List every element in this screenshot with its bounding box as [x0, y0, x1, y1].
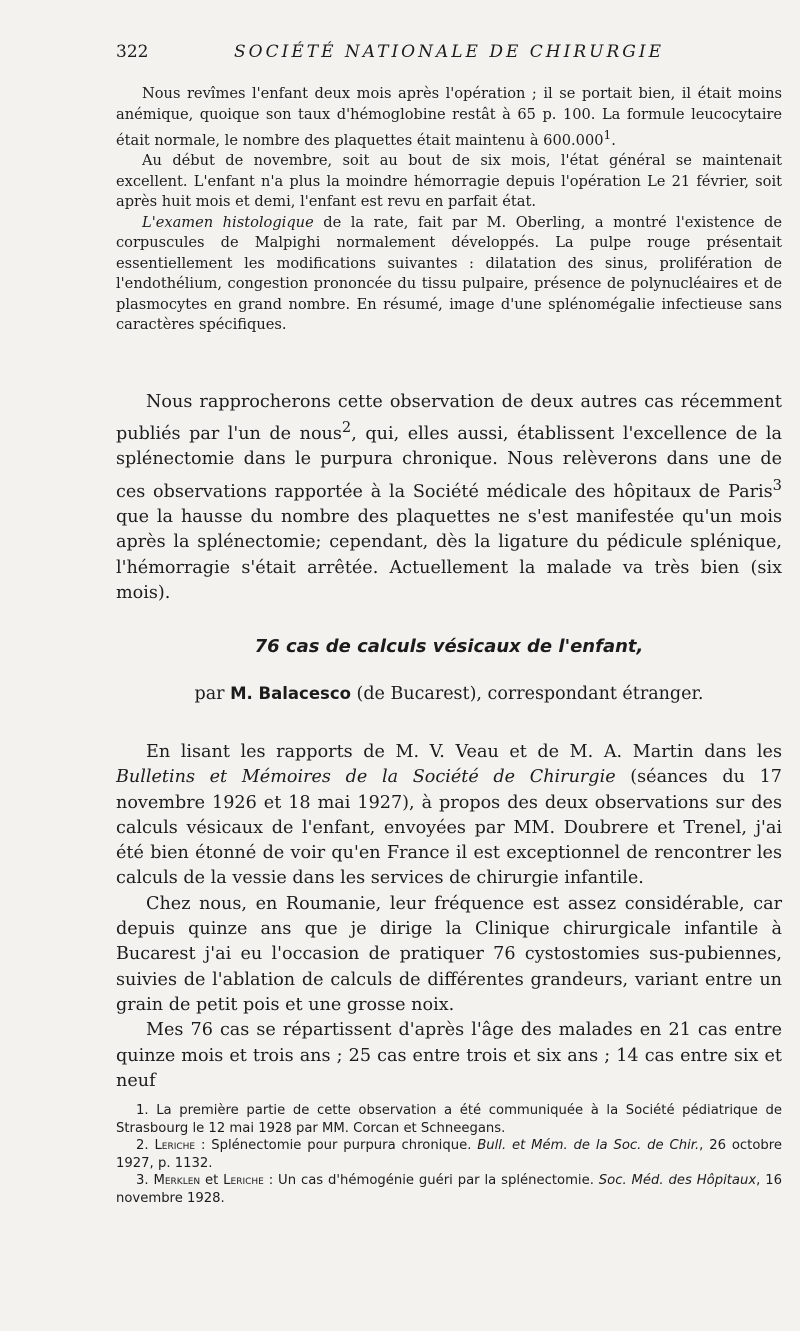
footnote-ref: 2 — [341, 419, 352, 437]
article-text — [116, 740, 782, 1094]
discussion-text — [116, 390, 782, 606]
footnotes — [116, 1102, 782, 1207]
paragraph: En lisant les rapports de M. V. Veau et de M. A. Martin dans les Bulletins et Mémoires de la Société de Chirurgie (séances du 17 novembre 1926 et 18 mai 1927), à propos des deux observations sur des calculs vésicaux de l'enfant, envoyées par MM. Doubrere et Trenel, j'ai été bien étonné de voir qu'en France il est exceptionnel de rencontrer les calculs de la vessie dans les services de chirurgie infantile. — [116, 742, 782, 889]
observation-text — [116, 84, 782, 336]
author-name: M. Balacesco — [230, 684, 351, 703]
paragraph: Mes 76 cas se répartissent d'après l'âge des malades en 21 cas entre quinze mois et trois ans ; 25 cas entre trois et six ans ; 14 cas entre six et neuf — [116, 1020, 782, 1091]
paragraph: Nous revîmes l'enfant deux mois après l'opération ; il se portait bien, il était moins anémique, quoique son taux d'hémoglobine restât à 65 p. 100. La formule leucocytaire était normale, le nombre des plaquettes était maintenu à 600.000$^1$. — [116, 85, 782, 149]
page-number: 322 — [116, 42, 149, 62]
paragraph: Nous rapprocherons cette observation de deux autres cas récemment publiés par l'un de nous$^2$, qui, elles aussi, établissent l'excellence de la splénectomie dans le purpura chronique. Nous relèverons dans une de ces observations rapportée à la Société médicale des hôpitaux de Paris$^3$ que la hausse du nombre des plaquettes ne s'est manifestée qu'un mois après la splénectomie; cependant, dès la ligature du pédicule splénique, l'hémorragie s'était arrêtée. Actuellement la malade va très bien (six mois). — [116, 392, 782, 603]
page-header — [116, 42, 782, 68]
paragraph: L'examen histologique de la rate, fait par M. Oberling, a montré l'existence de corpuscules de Malpighi normalement développés. La pulpe rouge présentait essentiellement les modifications suivantes : dilatation des sinus, prolifération de l'endothélium, congestion prononcée du tissu pulpaire, présence de polynucléaires et de plasmocytes en grand nombre. En résumé, image d'une splénomégalie infectieuse sans caractères spécifiques. — [116, 213, 782, 334]
footnote: 2. Leriche : Splénectomie pour purpura chronique. Bull. et Mém. de la Soc. de Chir., 26 octobre 1927, p. 1132. — [116, 1138, 783, 1171]
paragraph: Chez nous, en Roumanie, leur fréquence est assez considérable, car depuis quinze ans que je dirige la Clinique chirurgicale infantile à Bucarest j'ai eu l'occasion de pratiquer 76 cystostomies sus-pubiennes, suivies de l'ablation de calculs de différentes grandeurs, variant entre un grain de petit pois et une grosse noix. — [116, 893, 782, 1015]
paragraph: Au début de novembre, soit au bout de six mois, l'état général se maintenait excellent. L'enfant n'a plus la moindre hémorragie depuis l'opération Le 21 février, soit après huit mois et demi, l'enfant est revu en parfait état. — [116, 152, 782, 211]
running-title: SOCIÉTÉ NATIONALE DE CHIRURGIE — [234, 42, 664, 62]
footnote-ref: 1 — [603, 128, 612, 142]
footnote: 3. Merklen et Leriche : Un cas d'hémogénie guéri par la splénectomie. Soc. Méd. des Hôpitaux, 16 novembre 1928. — [116, 1173, 783, 1206]
footnote: 1. La première partie de cette observation a été communiquée à la Société pédiatrique de Strasbourg le 12 mai 1928 par MM. Corcan et Schneegans. — [116, 1103, 782, 1136]
byline: par M. Balacesco (de Bucarest), correspondant étranger. — [194, 684, 704, 704]
section-title: 76 cas de calculs vésicaux de l'enfant, — [254, 636, 644, 657]
footnote-ref: 3 — [772, 476, 782, 494]
